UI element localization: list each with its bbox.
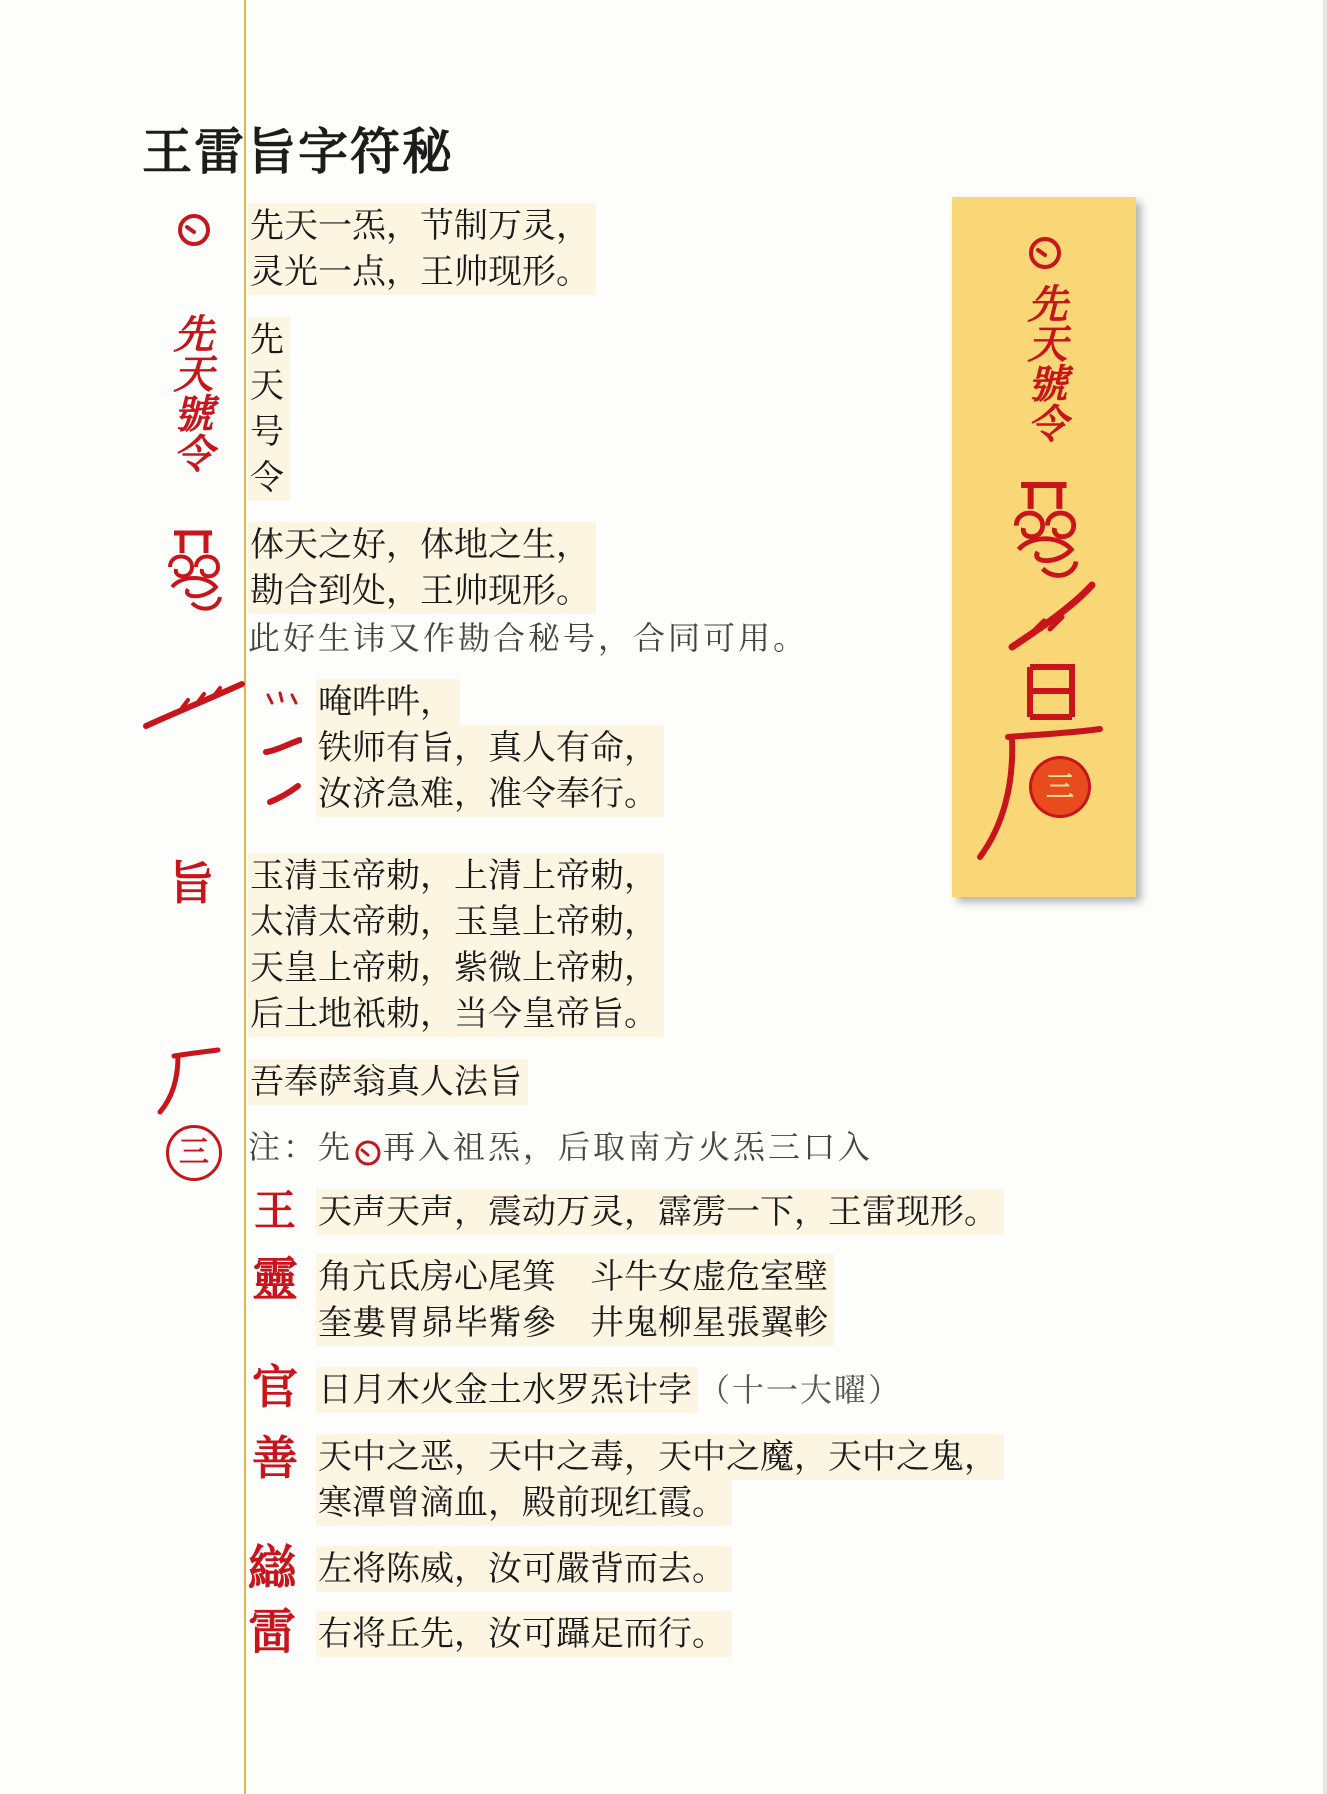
margin-line <box>244 0 246 1794</box>
shan-seal: 善 <box>252 1431 298 1485</box>
talisman-panel <box>952 197 1136 897</box>
s4-line-3: 汝济急难，准令奉行。 <box>316 771 664 817</box>
sun-seal-icon <box>176 212 212 248</box>
s6-line-1: 吾奉萨翁真人法旨 <box>248 1059 528 1105</box>
swirl-seal-icon <box>1000 473 1090 587</box>
s4-line-2: 铁师有旨，真人有命， <box>316 725 664 771</box>
bottom-1-line-1: 角亢氐房心尾箕 斗牛女虚危室壁 <box>316 1254 834 1300</box>
s2-line-2: 天 <box>248 363 290 409</box>
stroke-mark-icon <box>262 734 302 762</box>
stroke-mark-icon <box>266 782 302 810</box>
s3-line-2: 勘合到处，王帅现形。 <box>248 568 596 614</box>
dots-mark-icon <box>262 689 302 713</box>
page-edge <box>1323 0 1327 1794</box>
talisman-haoling-seal: 先天號令 <box>1021 283 1068 443</box>
guan-seal: 官 <box>252 1360 298 1414</box>
ling-seal: 靈 <box>252 1252 298 1306</box>
s4-line-1: 唵吽吽， <box>316 679 460 725</box>
talisman-san-seal: 三 <box>1032 759 1088 815</box>
hook-stroke-icon <box>156 1046 222 1120</box>
swirl-seal-icon <box>162 523 226 619</box>
left-general-seal: 䜌 <box>248 1540 297 1596</box>
san-circle-seal: 三 <box>166 1125 222 1181</box>
sun-seal-icon <box>1027 235 1063 275</box>
s3-line-1: 体天之好，体地之生， <box>248 522 596 568</box>
zhi-command-icon <box>972 577 1122 881</box>
s5-line-1: 玉清玉帝勅，上清上帝勅， <box>248 853 664 899</box>
s2-line-1: 先 <box>248 317 290 363</box>
wang-seal: 王 <box>254 1186 297 1235</box>
s1-line-1: 先天一炁，节制万灵， <box>248 203 596 249</box>
s2-line-3: 号 <box>248 409 290 455</box>
bottom-2-suffix: （十一大曜） <box>698 1371 903 1409</box>
s3-note: 此好生讳又作勘合秘号，合同可用。 <box>248 619 809 657</box>
bottom-0-line-1: 天声天声，震动万灵，霹雳一下，王雷现形。 <box>316 1189 1004 1235</box>
s1-line-2: 灵光一点，王帅现形。 <box>248 249 596 295</box>
bottom-2-line-1: 日月木火金土水罗炁计孛 （十一大曜） <box>316 1367 902 1413</box>
page-title: 王雷旨字符秘 <box>142 122 454 181</box>
bottom-3-line-1: 天中之恶，天中之毒，天中之魔，天中之鬼， <box>316 1434 1004 1480</box>
xiantian-haoling-seal: 先天號令 <box>167 313 214 473</box>
s5-line-4: 后土地祇勅，当今皇帝旨。 <box>248 991 664 1037</box>
right-general-seal: 䨓 <box>248 1604 297 1660</box>
bottom-1-line-2: 奎婁胃昴毕觜參 井鬼柳星張翼軫 <box>316 1300 834 1346</box>
sun-inline-icon <box>353 1135 383 1165</box>
s7-note: 注：先 再入祖炁，后取南方火炁三口入 <box>248 1128 874 1166</box>
bottom-5-line-1: 右将丘先，汝可躡足而行。 <box>316 1611 732 1657</box>
s5-line-3: 天皇上帝勅，紫微上帝勅， <box>248 945 664 991</box>
zhi-seal: 旨 <box>168 856 214 910</box>
s5-line-2: 太清太帝勅，玉皇上帝勅， <box>248 899 664 945</box>
bottom-3-line-2: 寒潭曾滴血，殿前现红霞。 <box>316 1480 732 1526</box>
bottom-4-line-1: 左将陈威，汝可嚴背而去。 <box>316 1546 732 1592</box>
s2-line-4: 令 <box>248 455 290 501</box>
brush-stroke-icon <box>142 674 248 734</box>
